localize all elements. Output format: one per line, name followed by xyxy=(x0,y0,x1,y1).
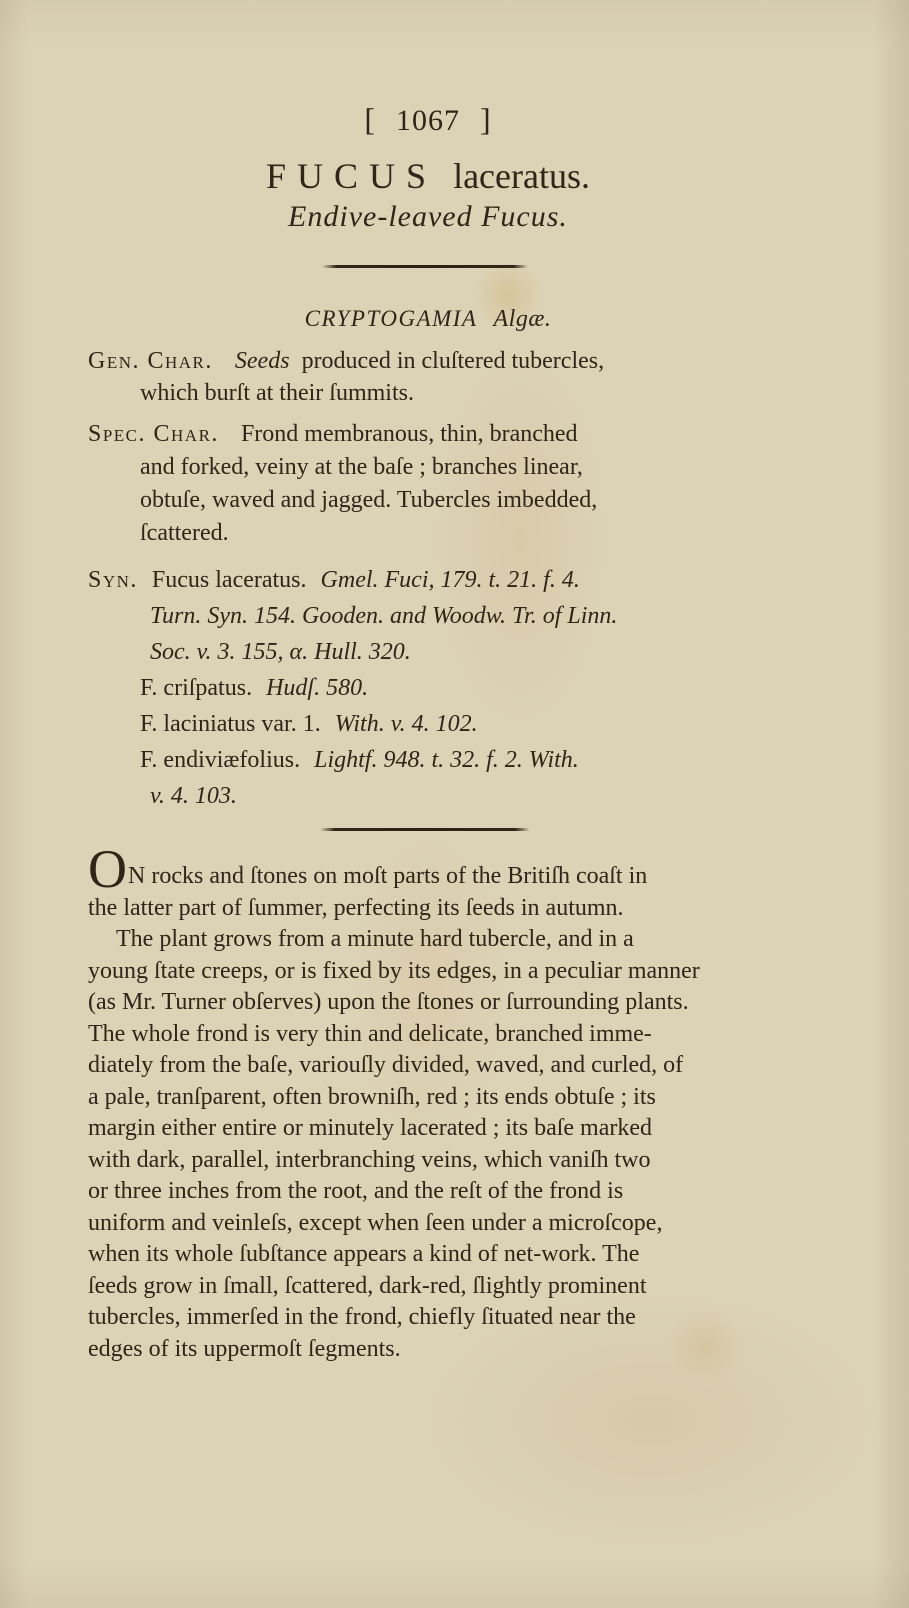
syn-citation-4: Hudſ. 580. xyxy=(266,675,369,701)
body-line-14: ſeeds grow in ſmall, ſcattered, dark-red, ſlightly prominent xyxy=(88,1272,647,1299)
body-line-1 xyxy=(88,839,768,899)
spec-char-line-4: ſcattered. xyxy=(140,520,229,546)
page-number-bracket-open: [ xyxy=(364,101,376,137)
spec-char-text-1: Frond membranous, thin, branched xyxy=(240,421,578,447)
syn-line-4 xyxy=(88,670,768,706)
body-line-6: The whole frond is very thin and delicate, branched imme- xyxy=(88,1020,652,1047)
spec-char-line-3: obtuſe, waved and jagged. Tubercles imbedded, xyxy=(140,487,598,513)
body-line-11: or three inches from the root, and the reſt of the frond is xyxy=(88,1178,624,1204)
gen-char-text: produced in cluſtered tubercles, xyxy=(301,348,605,374)
generic-character-section xyxy=(88,345,768,409)
page-number xyxy=(88,101,768,138)
body-line-16: edges of its uppermoſt ſegments. xyxy=(88,1335,401,1362)
body-line-4: young ſtate creeps, or is fixed by its edges, in a peculiar manner xyxy=(88,957,700,984)
body-line-8: a pale, tranſparent, often browniſh, red ; its ends obtuſe ; its xyxy=(88,1083,656,1110)
syn-label: Syn. xyxy=(88,567,138,593)
body-line-12: uniform and veinleſs, except when ſeen under a microſcope, xyxy=(88,1209,663,1236)
specific-character-section xyxy=(88,418,768,550)
body-line-7: diately from the baſe, variouſly divided, waved, and curled, of xyxy=(88,1052,684,1078)
taxonomy-division: Algæ. xyxy=(493,306,552,332)
body-line-9: margin either entire or minutely lacerated ; its baſe marked xyxy=(88,1115,652,1141)
syn-name-5: F. laciniatus var. 1. xyxy=(140,711,321,737)
syn-citation-7: v. 4. 103. xyxy=(150,783,237,809)
gen-char-term: Seeds xyxy=(234,348,290,374)
body-line-3: The plant grows from a minute hard tubercle, and in a xyxy=(116,926,634,952)
syn-name-1: Fucus laceratus. xyxy=(151,567,307,593)
description-text xyxy=(88,839,768,1365)
gen-char-line-1 xyxy=(88,345,768,377)
species-epithet: laceratus. xyxy=(453,156,590,196)
syn-line-7 xyxy=(88,778,768,814)
gen-char-line-2: which burſt at their ſummits. xyxy=(140,380,414,406)
spec-char-line-2: and forked, veiny at the baſe ; branches linear, xyxy=(140,454,583,480)
gen-char-label: Gen. Char. xyxy=(88,348,213,374)
body-text-1: N rocks and ſtones on moſt parts of the Britiſh coaſt in xyxy=(128,863,648,889)
page-number-bracket-close: ] xyxy=(480,101,492,137)
syn-citation-6: Lightf. 948. t. 32. f. 2. With. xyxy=(314,747,579,773)
synonyms-section xyxy=(88,562,768,814)
syn-name-6: F. endiviæfolius. xyxy=(140,747,301,773)
divider-rule-top xyxy=(322,265,528,268)
divider-rule-middle xyxy=(320,828,530,831)
syn-citation-3: Soc. v. 3. 155, α. Hull. 320. xyxy=(150,639,411,665)
body-line-2: the latter part of ſummer, perfecting its ſeeds in autumn. xyxy=(88,894,624,921)
body-line-15: tubercles, immerſed in the frond, chiefly ſituated near the xyxy=(88,1304,636,1330)
species-title xyxy=(88,155,768,197)
common-name: Endive-leaved Fucus. xyxy=(288,200,568,233)
syn-line-1 xyxy=(88,562,768,598)
syn-name-4: F. criſpatus. xyxy=(140,675,253,701)
syn-line-6 xyxy=(88,742,768,778)
syn-line-2 xyxy=(88,598,768,634)
syn-citation-5: With. v. 4. 102. xyxy=(334,711,478,737)
syn-line-5 xyxy=(88,706,768,742)
syn-line-3 xyxy=(88,634,768,670)
syn-citation-2: Turn. Syn. 154. Gooden. and Woodw. Tr. of Linn. xyxy=(150,603,618,629)
taxonomy-class: CRYPTOGAMIA xyxy=(304,306,478,331)
body-line-5: (as Mr. Turner obſerves) upon the ſtones or ſurrounding plants. xyxy=(88,989,689,1015)
body-line-13: when its whole ſubſtance appears a kind of net-work. The xyxy=(88,1241,640,1267)
syn-citation-1: Gmel. Fuci, 179. t. 21. f. 4. xyxy=(320,567,580,593)
spec-char-line-1 xyxy=(88,418,768,451)
drop-cap: O xyxy=(88,839,127,899)
spec-char-label: Spec. Char. xyxy=(88,421,219,447)
genus-name: FUCUS xyxy=(266,156,438,196)
taxonomy-line xyxy=(88,306,768,333)
body-line-10: with dark, parallel, interbranching veins, which vaniſh two xyxy=(88,1146,651,1173)
page-number-value: 1067 xyxy=(396,104,460,137)
